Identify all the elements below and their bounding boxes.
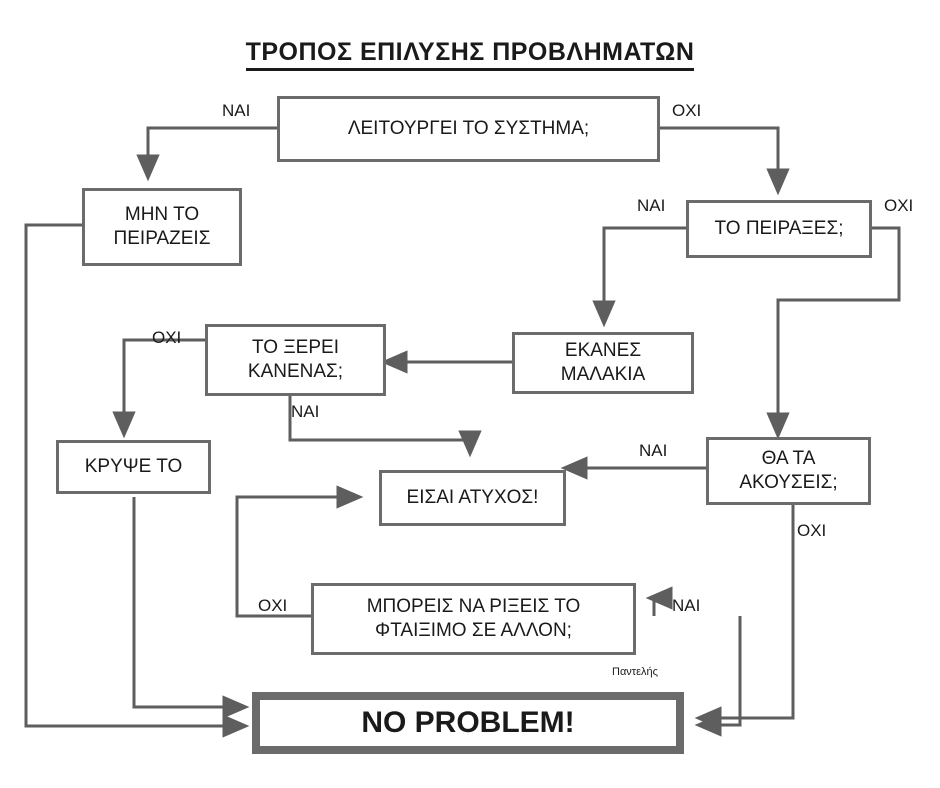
edge-knows-no xyxy=(124,340,205,433)
edge-system-no xyxy=(660,128,778,190)
node-will-you-hear-it xyxy=(706,437,871,505)
author-credit: Παντελής xyxy=(612,666,658,678)
edge-hide-to-noproblem xyxy=(134,497,244,707)
edge-label-system-no: ΟΧΙ xyxy=(672,101,702,120)
edge-system-yes xyxy=(148,128,277,176)
node-anyone-knows xyxy=(205,324,386,396)
edge-label-system-yes: ΝΑΙ xyxy=(222,101,251,120)
node-label: NO PROBLEM! xyxy=(361,706,575,740)
node-label: ΕΙΣΑΙ ΑΤΥΧΟΣ! xyxy=(406,487,539,509)
edge-label-hear-no: ΟΧΙ xyxy=(797,521,827,540)
node-hide-it xyxy=(56,440,211,494)
edge-label-blame-no: ΟΧΙ xyxy=(258,596,288,615)
node-blame-someone xyxy=(311,583,636,655)
node-label: ΕΚΑΝΕΣ ΜΑΛΑΚΙΑ xyxy=(560,340,646,385)
edge-label-touched-yes: ΝΑΙ xyxy=(637,196,666,215)
edge-label-blame-yes: ΝΑΙ xyxy=(672,596,701,615)
node-label: ΜΠΟΡΕΙΣ ΝΑ ΡΙΞΕΙΣ ΤΟ ΦΤΑΙΞΙΜΟ ΣΕ ΑΛΛΟΝ; xyxy=(366,596,581,641)
node-dont-touch xyxy=(82,188,242,266)
edge-label-knows-yes: ΝΑΙ xyxy=(291,402,320,421)
edge-blame-yes-up xyxy=(651,598,654,616)
node-label: ΘΑ ΤΑ ΑΚΟΥΣΕΙΣ; xyxy=(739,448,838,493)
node-label: ΤΟ ΞΕΡΕΙ ΚΑΝΕΝΑΣ; xyxy=(247,337,344,382)
page-title-text: ΤΡΟΠΟΣ ΕΠΙΛΥΣΗΣ ΠΡΟΒΛΗΜΑΤΩΝ xyxy=(246,38,695,71)
node-label: ΤΟ ΠΕΙΡΑΞΕΣ; xyxy=(714,218,844,240)
node-you-screwed-up xyxy=(512,332,694,394)
edge-touched-no xyxy=(778,228,899,434)
node-did-you-touch xyxy=(686,200,872,258)
node-system-works xyxy=(277,96,660,162)
page-title xyxy=(0,38,940,67)
node-no-problem xyxy=(252,692,684,754)
node-label: ΛΕΙΤΟΥΡΓΕΙ ΤΟ ΣΥΣΤΗΜΑ; xyxy=(347,118,590,140)
edge-label-touched-no: ΟΧΙ xyxy=(884,196,914,215)
edge-blame-yes xyxy=(700,616,740,725)
edge-touched-yes xyxy=(604,228,686,322)
node-you-are-unlucky xyxy=(379,470,566,526)
node-label: ΜΗΝ ΤΟ ΠΕΙΡΑΖΕΙΣ xyxy=(113,204,211,249)
edge-hear-no xyxy=(700,502,793,718)
edge-label-hear-yes: ΝΑΙ xyxy=(639,441,668,460)
edge-label-knows-no: ΟΧΙ xyxy=(152,328,182,347)
node-label: ΚΡΥΨΕ ΤΟ xyxy=(84,456,183,478)
